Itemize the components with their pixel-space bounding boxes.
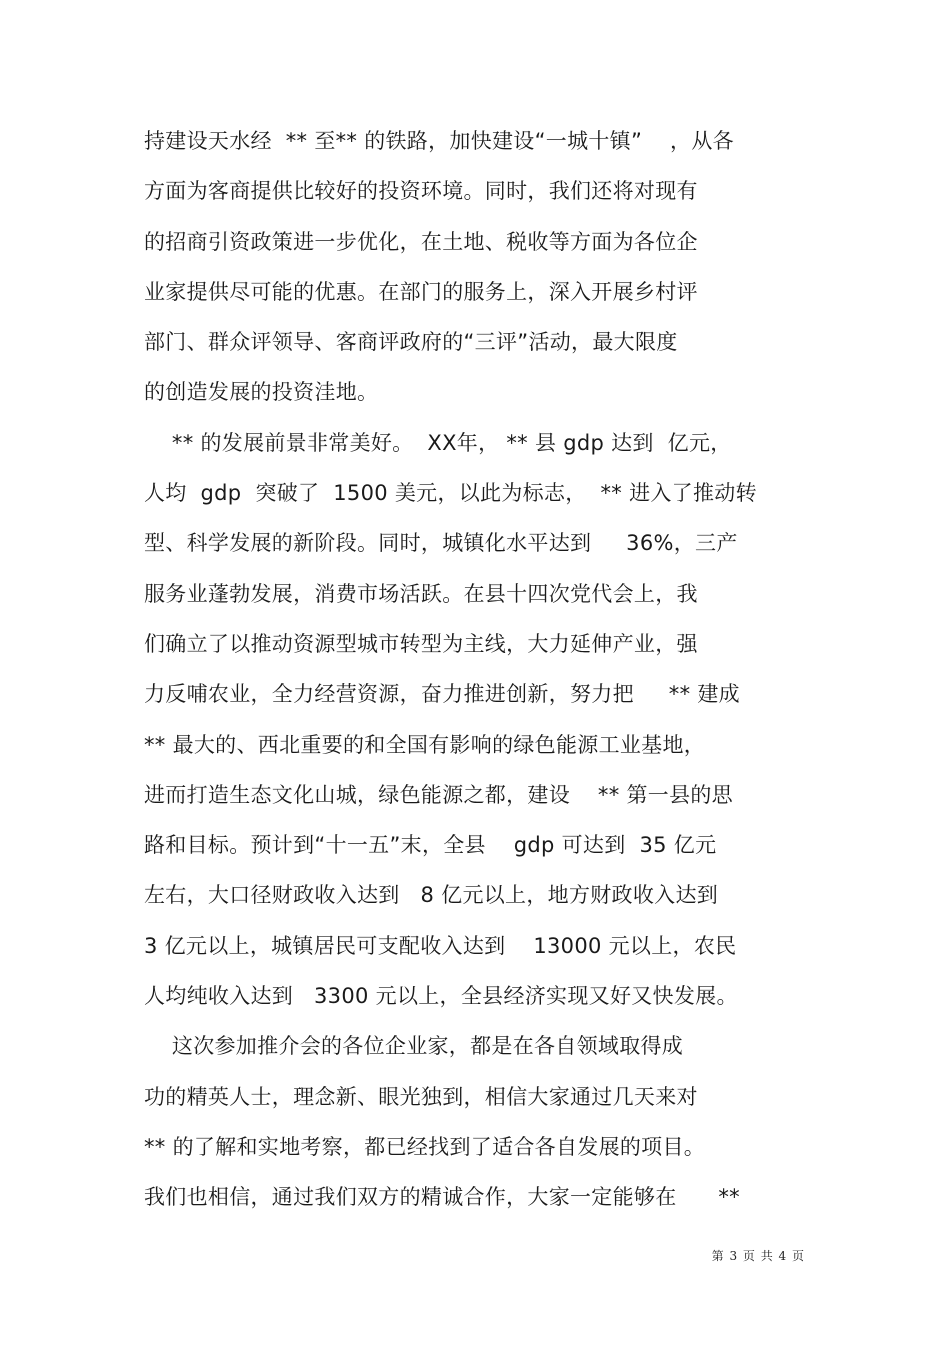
text-line-7: ** 的发展前景非常美好。 XX年， ** 县 gdp 达到 亿元， (144, 430, 732, 455)
text-line-5: 部门、群众评领导、客商评政府的“三评”活动，最大限度 (144, 330, 678, 355)
text-line-16: 左右，大口径财政收入达到 8 亿元以上，地方财政收入达到 (144, 883, 719, 908)
text-line-1: 持建设天水经 ** 至** 的铁路，加快建设“一城十镇” ，从各 (144, 129, 734, 153)
text-line-12: 力反哺农业，全力经营资源，奋力推进创新，努力把 ** 建成 (144, 682, 740, 707)
body-text (144, 116, 814, 1223)
text-line-3: 的招商引资政策进一步优化，在土地、税收等方面为各位企 (144, 229, 698, 254)
text-line-22: 我们也相信，通过我们双方的精诚合作，大家一定能够在 ** (144, 1185, 740, 1210)
text-line-10: 服务业蓬勃发展，消费市场活跃。在县十四次党代会上，我 (144, 581, 698, 606)
text-line-21: ** 的了解和实地考察，都已经找到了适合各自发展的项目。 (144, 1134, 706, 1159)
text-line-14: 进而打造生态文化山城，绿色能源之都，建设 ** 第一县的思 (144, 782, 733, 807)
text-line-9: 型、科学发展的新阶段。同时，城镇化水平达到 36%，三产 (144, 531, 738, 556)
text-line-11: 们确立了以推动资源型城市转型为主线，大力延伸产业，强 (144, 631, 698, 656)
text-line-17: 3 亿元以上，城镇居民可支配收入达到 13000 元以上，农民 (144, 933, 737, 958)
text-line-13: ** 最大的、西北重要的和全国有影响的绿色能源工业基地， (144, 732, 706, 757)
page-number-footer: 第 3 页 共 4 页 (711, 1249, 805, 1263)
text-line-15: 路和目标。预计到“十一五”末，全县 gdp 可达到 35 亿元 (144, 833, 717, 858)
text-line-8: 人均 gdp 突破了 1500 美元，以此为标志， ** 进入了推动转 (144, 481, 757, 506)
text-line-2: 方面为客商提供比较好的投资环境。同时，我们还将对现有 (144, 179, 698, 204)
text-line-18: 人均纯收入达到 3300 元以上，全县经济实现又好又快发展。 (144, 984, 738, 1009)
text-line-6: 的创造发展的投资洼地。 (144, 380, 379, 405)
text-line-4: 业家提供尽可能的优惠。在部门的服务上，深入开展乡村评 (144, 279, 698, 304)
text-line-19: 这次参加推介会的各位企业家，都是在各自领域取得成 (144, 1034, 684, 1059)
text-line-20: 功的精英人士，理念新、眼光独到，相信大家通过几天来对 (144, 1084, 698, 1109)
